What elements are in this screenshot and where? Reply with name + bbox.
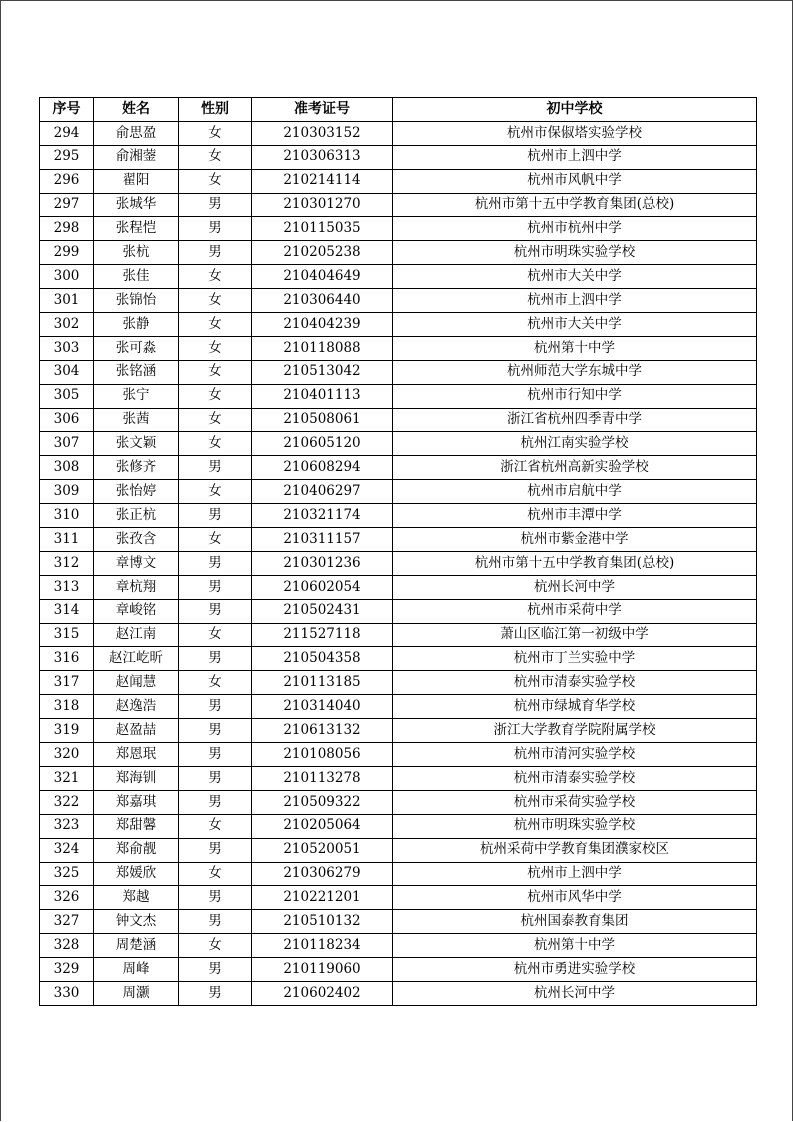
cell-gender: 女: [179, 528, 252, 552]
cell-school: 杭州第十中学: [393, 336, 757, 360]
header-exam-number: 准考证号: [252, 98, 393, 122]
cell-name: 张可淼: [94, 336, 179, 360]
cell-exam-number: 210605120: [252, 432, 393, 456]
cell-seq: 299: [40, 241, 94, 265]
cell-name: 郑甜馨: [94, 814, 179, 838]
table-row: [40, 432, 757, 456]
cell-gender: 女: [179, 432, 252, 456]
cell-school: 杭州市清河实验学校: [393, 743, 757, 767]
cell-exam-number: 210118088: [252, 336, 393, 360]
cell-name: 周峰: [94, 958, 179, 982]
cell-gender: 女: [179, 169, 252, 193]
cell-gender: 男: [179, 193, 252, 217]
header-seq: 序号: [40, 98, 94, 122]
cell-exam-number: 210118234: [252, 934, 393, 958]
cell-school: 杭州采荷中学教育集团濮家校区: [393, 838, 757, 862]
table-row: [40, 766, 757, 790]
cell-seq: 326: [40, 886, 94, 910]
cell-name: 赵闻慧: [94, 671, 179, 695]
table-row: [40, 886, 757, 910]
table-row: [40, 599, 757, 623]
cell-exam-number: 210115035: [252, 217, 393, 241]
table-row: [40, 360, 757, 384]
cell-school: 杭州市启航中学: [393, 480, 757, 504]
cell-gender: 男: [179, 551, 252, 575]
cell-exam-number: 210513042: [252, 360, 393, 384]
cell-seq: 311: [40, 528, 94, 552]
cell-name: 张文颖: [94, 432, 179, 456]
cell-seq: 295: [40, 145, 94, 169]
table-row: [40, 121, 757, 145]
cell-seq: 296: [40, 169, 94, 193]
table-row: [40, 671, 757, 695]
cell-seq: 325: [40, 862, 94, 886]
cell-school: 杭州市明珠实验学校: [393, 241, 757, 265]
cell-seq: 330: [40, 981, 94, 1005]
cell-school: 杭州市上泗中学: [393, 862, 757, 886]
cell-school: 杭州市绿城育华学校: [393, 695, 757, 719]
table-body: [40, 121, 757, 1005]
cell-school: 杭州市采荷实验学校: [393, 790, 757, 814]
cell-seq: 322: [40, 790, 94, 814]
cell-name: 翟阳: [94, 169, 179, 193]
cell-exam-number: 210404239: [252, 313, 393, 337]
cell-exam-number: 210301270: [252, 193, 393, 217]
cell-exam-number: 210113185: [252, 671, 393, 695]
cell-name: 张佳: [94, 265, 179, 289]
cell-name: 郑越: [94, 886, 179, 910]
table-row: [40, 217, 757, 241]
cell-seq: 323: [40, 814, 94, 838]
cell-seq: 304: [40, 360, 94, 384]
cell-name: 张正杭: [94, 504, 179, 528]
table-row: [40, 384, 757, 408]
cell-exam-number: 210602054: [252, 575, 393, 599]
cell-seq: 302: [40, 313, 94, 337]
cell-gender: 男: [179, 886, 252, 910]
cell-name: 郑海钏: [94, 766, 179, 790]
cell-seq: 314: [40, 599, 94, 623]
cell-school: 杭州市勇进实验学校: [393, 958, 757, 982]
cell-gender: 男: [179, 575, 252, 599]
table-row: [40, 456, 757, 480]
cell-exam-number: 210401113: [252, 384, 393, 408]
cell-gender: 男: [179, 766, 252, 790]
cell-name: 章博文: [94, 551, 179, 575]
table-row: [40, 910, 757, 934]
cell-seq: 306: [40, 408, 94, 432]
cell-gender: 女: [179, 360, 252, 384]
cell-seq: 316: [40, 647, 94, 671]
cell-gender: 男: [179, 838, 252, 862]
cell-gender: 女: [179, 336, 252, 360]
cell-name: 张杭: [94, 241, 179, 265]
table-row: [40, 265, 757, 289]
cell-school: 杭州市大关中学: [393, 313, 757, 337]
cell-exam-number: 210508061: [252, 408, 393, 432]
table-row: [40, 480, 757, 504]
header-gender: 性别: [179, 98, 252, 122]
cell-gender: 女: [179, 408, 252, 432]
cell-name: 张城华: [94, 193, 179, 217]
cell-gender: 男: [179, 981, 252, 1005]
cell-gender: 男: [179, 241, 252, 265]
cell-name: 赵江南: [94, 623, 179, 647]
cell-exam-number: 210119060: [252, 958, 393, 982]
cell-exam-number: 210113278: [252, 766, 393, 790]
cell-exam-number: 210406297: [252, 480, 393, 504]
cell-name: 张修齐: [94, 456, 179, 480]
cell-gender: 女: [179, 265, 252, 289]
table-row: [40, 695, 757, 719]
cell-school: 杭州市杭州中学: [393, 217, 757, 241]
cell-exam-number: 210205238: [252, 241, 393, 265]
cell-gender: 男: [179, 647, 252, 671]
cell-gender: 女: [179, 480, 252, 504]
table-row: [40, 623, 757, 647]
cell-gender: 男: [179, 456, 252, 480]
cell-name: 周楚涵: [94, 934, 179, 958]
table-row: [40, 313, 757, 337]
cell-seq: 315: [40, 623, 94, 647]
table-row: [40, 551, 757, 575]
cell-gender: 女: [179, 121, 252, 145]
cell-name: 张怡婷: [94, 480, 179, 504]
cell-gender: 女: [179, 289, 252, 313]
cell-gender: 女: [179, 671, 252, 695]
cell-school: 杭州江南实验学校: [393, 432, 757, 456]
table-row: [40, 289, 757, 313]
cell-seq: 312: [40, 551, 94, 575]
cell-seq: 297: [40, 193, 94, 217]
cell-gender: 男: [179, 504, 252, 528]
cell-name: 张茜: [94, 408, 179, 432]
header-school: 初中学校: [393, 98, 757, 122]
cell-exam-number: 210613132: [252, 719, 393, 743]
cell-seq: 305: [40, 384, 94, 408]
table-row: [40, 647, 757, 671]
cell-exam-number: 210510132: [252, 910, 393, 934]
table-row: [40, 719, 757, 743]
cell-seq: 307: [40, 432, 94, 456]
cell-name: 张静: [94, 313, 179, 337]
cell-seq: 301: [40, 289, 94, 313]
table-row: [40, 958, 757, 982]
table-row: [40, 504, 757, 528]
cell-gender: 男: [179, 910, 252, 934]
table-row: [40, 408, 757, 432]
table-row: [40, 790, 757, 814]
cell-school: 萧山区临江第一初级中学: [393, 623, 757, 647]
cell-school: 杭州市紫金港中学: [393, 528, 757, 552]
cell-gender: 女: [179, 384, 252, 408]
cell-seq: 328: [40, 934, 94, 958]
cell-gender: 女: [179, 934, 252, 958]
cell-seq: 294: [40, 121, 94, 145]
cell-seq: 319: [40, 719, 94, 743]
cell-exam-number: 211527118: [252, 623, 393, 647]
cell-school: 浙江省杭州高新实验学校: [393, 456, 757, 480]
cell-name: 张铭涵: [94, 360, 179, 384]
cell-school: 杭州长河中学: [393, 981, 757, 1005]
table-row: [40, 743, 757, 767]
header-name: 姓名: [94, 98, 179, 122]
cell-name: 俞湘蓥: [94, 145, 179, 169]
table-row: [40, 934, 757, 958]
cell-school: 杭州市丰潭中学: [393, 504, 757, 528]
cell-exam-number: 210504358: [252, 647, 393, 671]
table-row: [40, 145, 757, 169]
table-row: [40, 528, 757, 552]
cell-seq: 313: [40, 575, 94, 599]
cell-seq: 321: [40, 766, 94, 790]
cell-school: 杭州市行知中学: [393, 384, 757, 408]
cell-name: 赵逸浩: [94, 695, 179, 719]
cell-exam-number: 210214114: [252, 169, 393, 193]
cell-exam-number: 210306440: [252, 289, 393, 313]
cell-exam-number: 210608294: [252, 456, 393, 480]
cell-seq: 317: [40, 671, 94, 695]
cell-name: 张锦怡: [94, 289, 179, 313]
cell-name: 张孜含: [94, 528, 179, 552]
cell-school: 杭州国泰教育集团: [393, 910, 757, 934]
cell-exam-number: 210509322: [252, 790, 393, 814]
cell-exam-number: 210108056: [252, 743, 393, 767]
cell-exam-number: 210502431: [252, 599, 393, 623]
cell-name: 赵江屹昕: [94, 647, 179, 671]
table-row: [40, 862, 757, 886]
cell-school: 杭州市上泗中学: [393, 289, 757, 313]
cell-seq: 320: [40, 743, 94, 767]
cell-exam-number: 210306279: [252, 862, 393, 886]
cell-school: 杭州市采荷中学: [393, 599, 757, 623]
cell-exam-number: 210301236: [252, 551, 393, 575]
cell-exam-number: 210205064: [252, 814, 393, 838]
cell-exam-number: 210311157: [252, 528, 393, 552]
cell-seq: 308: [40, 456, 94, 480]
cell-gender: 男: [179, 599, 252, 623]
cell-gender: 男: [179, 958, 252, 982]
cell-school: 杭州市清泰实验学校: [393, 766, 757, 790]
cell-name: 郑恩珉: [94, 743, 179, 767]
cell-school: 杭州长河中学: [393, 575, 757, 599]
table-row: [40, 981, 757, 1005]
cell-name: 郑媛欣: [94, 862, 179, 886]
cell-name: 钟文杰: [94, 910, 179, 934]
cell-seq: 303: [40, 336, 94, 360]
cell-seq: 329: [40, 958, 94, 982]
cell-school: 杭州第十中学: [393, 934, 757, 958]
cell-seq: 324: [40, 838, 94, 862]
cell-school: 杭州市大关中学: [393, 265, 757, 289]
cell-seq: 300: [40, 265, 94, 289]
table-header-row: [40, 98, 757, 122]
cell-name: 周灏: [94, 981, 179, 1005]
cell-gender: 男: [179, 217, 252, 241]
table-row: [40, 814, 757, 838]
cell-name: 张程恺: [94, 217, 179, 241]
cell-exam-number: 210314040: [252, 695, 393, 719]
cell-name: 郑俞靓: [94, 838, 179, 862]
cell-exam-number: 210404649: [252, 265, 393, 289]
cell-school: 杭州市风帆中学: [393, 169, 757, 193]
cell-seq: 318: [40, 695, 94, 719]
cell-name: 赵盈喆: [94, 719, 179, 743]
table-row: [40, 193, 757, 217]
cell-seq: 310: [40, 504, 94, 528]
cell-school: 杭州市清泰实验学校: [393, 671, 757, 695]
cell-name: 章峻铭: [94, 599, 179, 623]
admission-roster-table: [39, 97, 757, 1006]
cell-gender: 男: [179, 719, 252, 743]
cell-gender: 女: [179, 313, 252, 337]
cell-exam-number: 210520051: [252, 838, 393, 862]
cell-gender: 女: [179, 814, 252, 838]
cell-seq: 327: [40, 910, 94, 934]
cell-exam-number: 210306313: [252, 145, 393, 169]
cell-school: 杭州市丁兰实验中学: [393, 647, 757, 671]
cell-exam-number: 210602402: [252, 981, 393, 1005]
cell-exam-number: 210321174: [252, 504, 393, 528]
cell-school: 浙江省杭州四季青中学: [393, 408, 757, 432]
cell-gender: 男: [179, 695, 252, 719]
cell-name: 郑嘉琪: [94, 790, 179, 814]
cell-school: 浙江大学教育学院附属学校: [393, 719, 757, 743]
table-row: [40, 169, 757, 193]
cell-school: 杭州市第十五中学教育集团(总校): [393, 193, 757, 217]
cell-school: 杭州市明珠实验学校: [393, 814, 757, 838]
table-row: [40, 241, 757, 265]
cell-school: 杭州师范大学东城中学: [393, 360, 757, 384]
cell-seq: 298: [40, 217, 94, 241]
cell-gender: 女: [179, 862, 252, 886]
cell-name: 张宁: [94, 384, 179, 408]
table-row: [40, 575, 757, 599]
cell-gender: 男: [179, 743, 252, 767]
table-row: [40, 838, 757, 862]
cell-name: 俞思盈: [94, 121, 179, 145]
cell-name: 章杭翔: [94, 575, 179, 599]
cell-gender: 男: [179, 790, 252, 814]
cell-school: 杭州市保俶塔实验学校: [393, 121, 757, 145]
cell-gender: 女: [179, 623, 252, 647]
cell-seq: 309: [40, 480, 94, 504]
table-row: [40, 336, 757, 360]
cell-school: 杭州市上泗中学: [393, 145, 757, 169]
cell-exam-number: 210221201: [252, 886, 393, 910]
cell-school: 杭州市第十五中学教育集团(总校): [393, 551, 757, 575]
cell-school: 杭州市风华中学: [393, 886, 757, 910]
cell-gender: 女: [179, 145, 252, 169]
cell-exam-number: 210303152: [252, 121, 393, 145]
